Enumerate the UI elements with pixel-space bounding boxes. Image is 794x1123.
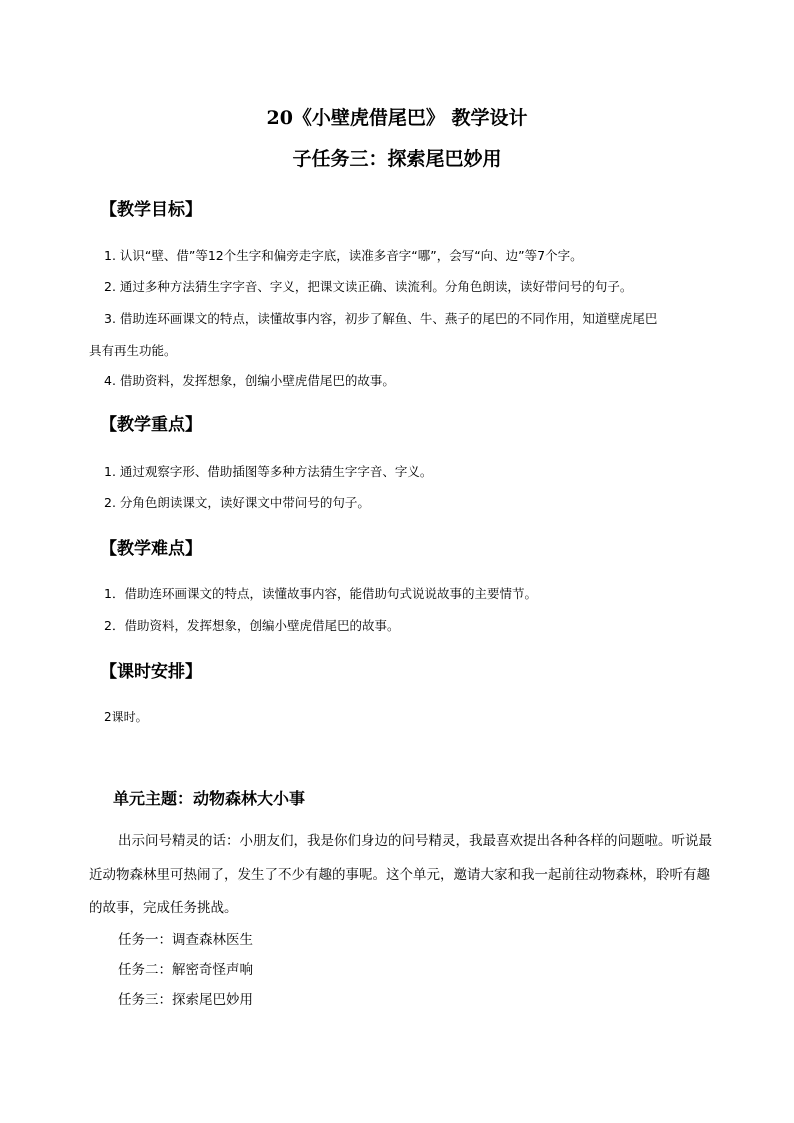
objective-item-continued: 具有再生功能。 bbox=[89, 343, 177, 358]
document-title: 20《小壁虎借尾巴》 教学设计 bbox=[266, 107, 528, 129]
difficulties-heading: 【教学难点】 bbox=[100, 539, 202, 559]
schedule-text: 2课时。 bbox=[104, 710, 148, 724]
unit-paragraph-line: 出示问号精灵的话：小朋友们，我是你们身边的问号精灵，我最喜欢提出各种各样的问题啦。听说最 bbox=[118, 833, 712, 849]
objective-item: 3. 借助连环画课文的特点，读懂故事内容，初步了解鱼、牛、燕子的尾巴的不同作用，知道壁虎尾巴 bbox=[104, 311, 658, 326]
unit-task-item: 任务一：调查森林医生 bbox=[118, 932, 253, 948]
unit-task-item: 任务三：探索尾巴妙用 bbox=[118, 992, 253, 1008]
difficulty-item: 1．借助连环画课文的特点，读懂故事内容，能借助句式说说故事的主要情节。 bbox=[104, 586, 537, 601]
document-subtitle: 子任务三：探索尾巴妙用 bbox=[292, 148, 502, 170]
difficulty-item: 2．借助资料，发挥想象，创编小壁虎借尾巴的故事。 bbox=[104, 618, 400, 633]
key-points-heading: 【教学重点】 bbox=[100, 415, 202, 435]
unit-task-item: 任务二：解密奇怪声响 bbox=[118, 962, 253, 978]
unit-paragraph-line: 近动物森林里可热闹了，发生了不少有趣的事呢。这个单元，邀请大家和我一起前往动物森林，聆听有趣 bbox=[89, 867, 710, 883]
key-point-item: 2. 分角色朗读课文，读好课文中带问号的句子。 bbox=[104, 495, 370, 510]
schedule-heading: 【课时安排】 bbox=[100, 662, 202, 682]
objectives-heading: 【教学目标】 bbox=[100, 200, 202, 220]
key-point-item: 1. 通过观察字形、借助插图等多种方法猜生字字音、字义。 bbox=[104, 464, 433, 479]
objective-item: 2. 通过多种方法猜生字字音、字义，把课文读正确、读流利。分角色朗读，读好带问号的句子。 bbox=[104, 279, 633, 294]
unit-paragraph-line: 的故事，完成任务挑战。 bbox=[89, 900, 238, 916]
objective-item: 4. 借助资料，发挥想象，创编小壁虎借尾巴的故事。 bbox=[104, 373, 395, 388]
objective-item: 1. 认识“壁、借”等12个生字和偏旁走字底，读准多音字“哪”，会写“向、边”等7个字。 bbox=[104, 248, 583, 263]
unit-heading: 单元主题：动物森林大小事 bbox=[113, 789, 306, 808]
